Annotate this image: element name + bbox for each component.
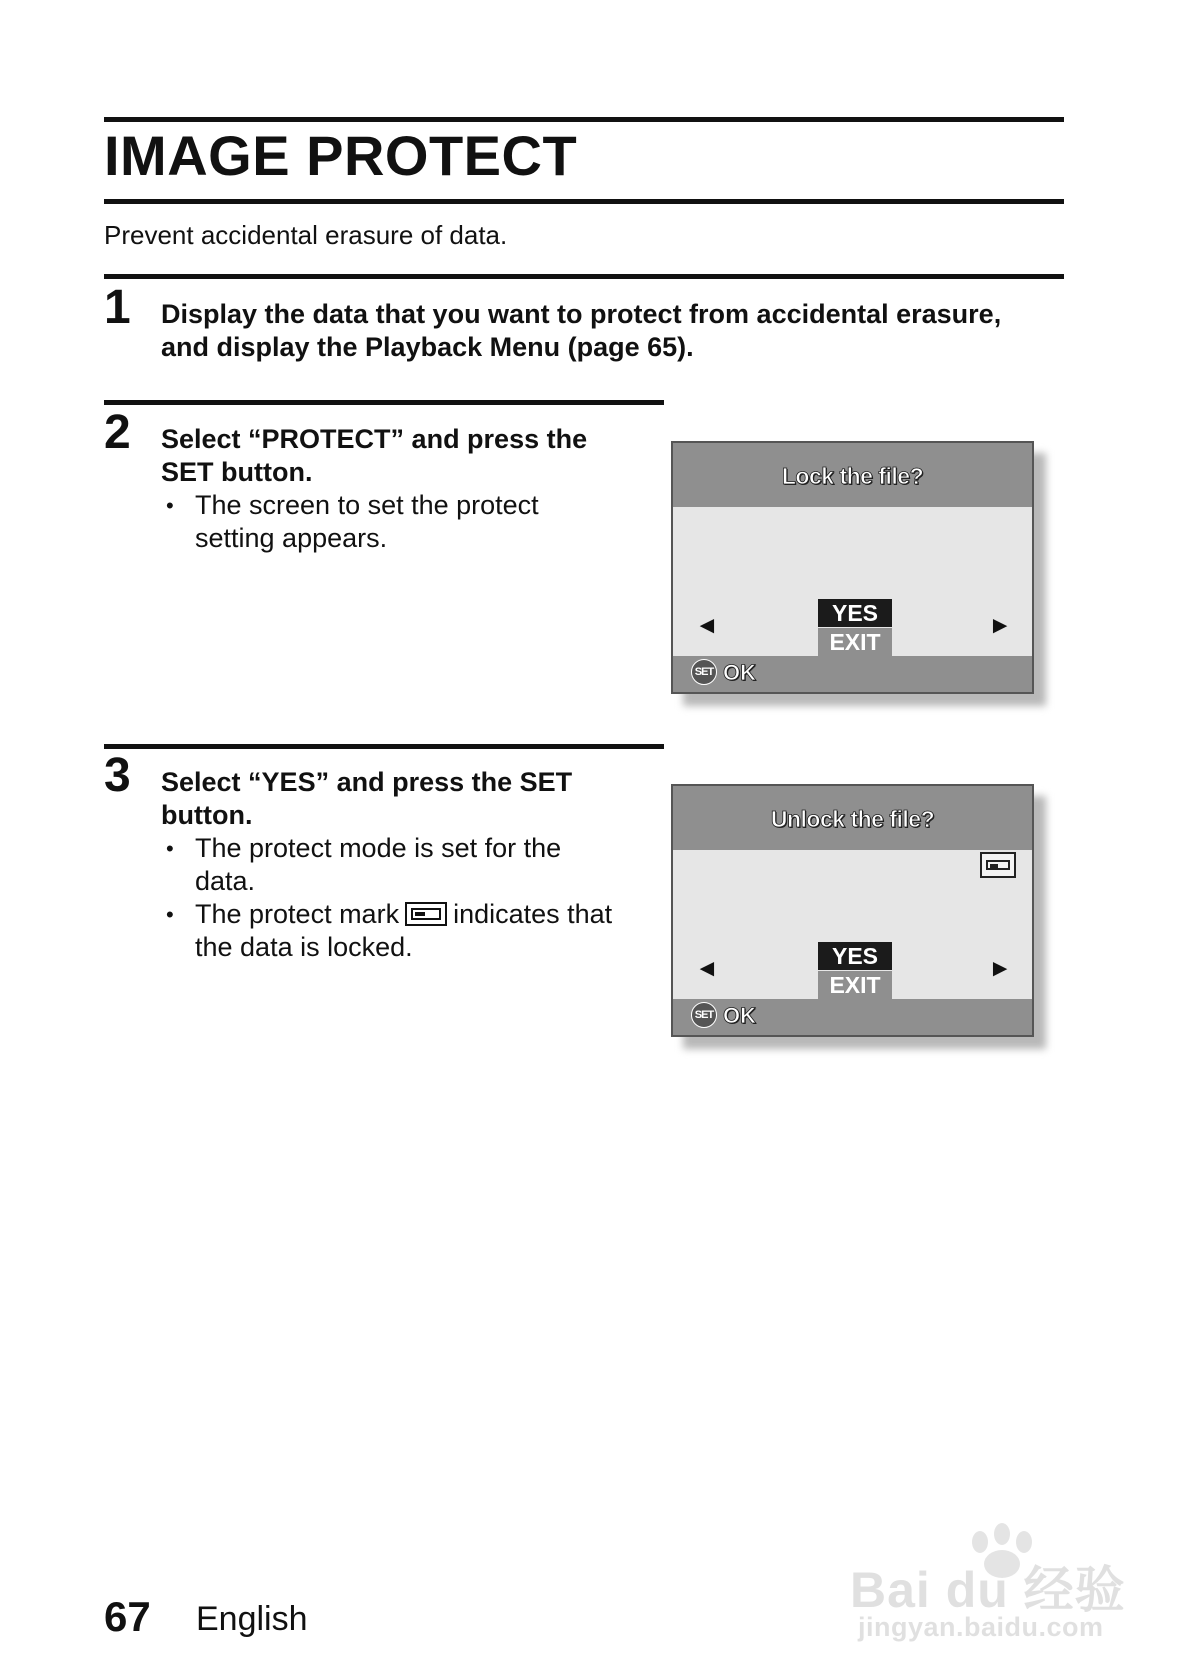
left-arrow-icon[interactable]: ◄: [695, 955, 719, 982]
page-title: IMAGE PROTECT: [104, 124, 578, 187]
option-exit[interactable]: EXIT: [818, 971, 892, 999]
step-3-heading: [161, 766, 572, 832]
watermark-sub: jingyan.baidu.com: [858, 1612, 1104, 1642]
screen-message: Lock the file?: [781, 463, 924, 489]
step-3-bullet-1-line-2: data.: [195, 866, 256, 896]
step-1-number: 1: [104, 281, 131, 334]
step-3-bullet-2: [161, 898, 612, 964]
protect-lock-icon: [980, 852, 1016, 878]
step-3-bullet-1-line-1: • The protect mode is set for the: [195, 833, 562, 863]
step-2-rule: [104, 400, 664, 405]
page-subtitle: Prevent accidental erasure of data.: [104, 220, 508, 250]
step-2-bullet-1: [161, 489, 539, 555]
step-2-bullet-1-line-1: • The screen to set the protect: [195, 490, 539, 520]
step-2-heading: [161, 423, 587, 489]
page-language: English: [196, 1600, 308, 1638]
step-3-number: 3: [104, 749, 131, 802]
step-2-bullet-1-line-2: setting appears.: [195, 523, 388, 553]
right-arrow-icon[interactable]: ►: [988, 612, 1012, 639]
step-2-number: 2: [104, 406, 131, 459]
left-arrow-icon[interactable]: ◄: [695, 612, 719, 639]
right-arrow-icon[interactable]: ►: [988, 955, 1012, 982]
step-1-rule: [104, 274, 1064, 279]
screen-message: Unlock the file?: [770, 806, 935, 832]
ok-label: OK: [723, 660, 756, 685]
page-number: 67: [104, 1593, 151, 1640]
step-2-heading-line-1: Select “PROTECT” and press the: [161, 424, 588, 454]
step-1-heading: [161, 298, 1001, 364]
step-3-bullet-2-line-2: the data is locked.: [195, 932, 413, 962]
option-yes[interactable]: YES: [818, 599, 892, 627]
set-icon: SET: [691, 659, 717, 685]
option-yes[interactable]: YES: [818, 942, 892, 970]
step-3-rule: [104, 744, 664, 749]
camera-screen-lock: [671, 441, 1034, 694]
ok-label: OK: [723, 1003, 756, 1028]
camera-screen-unlock: [671, 784, 1034, 1037]
set-icon: SET: [691, 1002, 717, 1028]
step-2-heading-line-2: SET button.: [161, 457, 313, 487]
step-3-heading-line-1: Select “YES” and press the SET: [161, 767, 573, 797]
step-3-bullet-2-text-after: indicates that: [453, 899, 613, 929]
top-rule: [104, 117, 1064, 122]
screen-footer: [673, 656, 1032, 692]
baidu-watermark: [850, 1520, 1140, 1650]
step-3-heading-line-2: button.: [161, 800, 253, 830]
option-exit[interactable]: EXIT: [818, 628, 892, 656]
watermark-main: Bai du 经验: [850, 1562, 1126, 1618]
screen-footer: [673, 999, 1032, 1035]
step-1-heading-line-1: Display the data that you want to protect from accidental erasure,: [161, 299, 1002, 329]
step-1-heading-line-2: and display the Playback Menu (page 65).: [161, 332, 694, 362]
step-3-bullet-2-text-before: The protect mark: [195, 899, 400, 929]
lock-icon: [405, 902, 447, 926]
step-3-bullet-1: [161, 832, 561, 898]
title-underline: [104, 199, 1064, 204]
